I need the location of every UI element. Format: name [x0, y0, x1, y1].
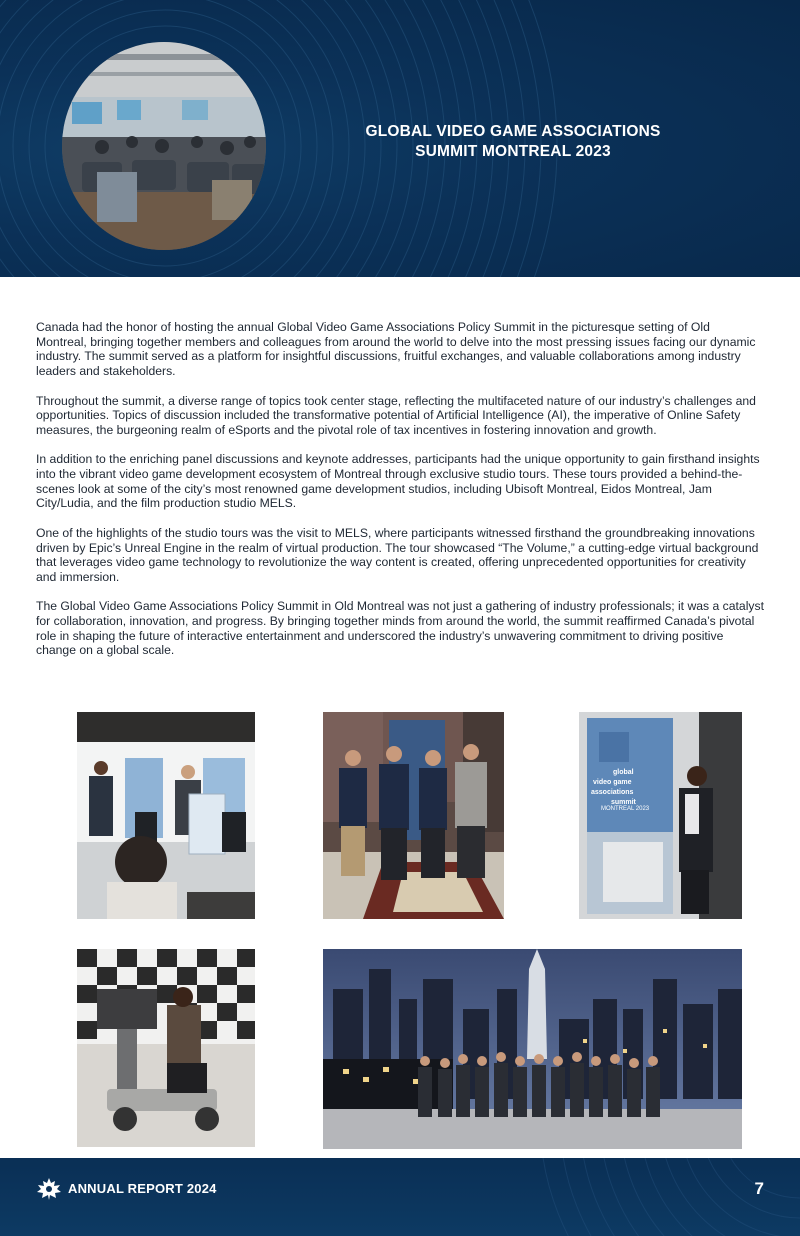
title-line-2: SUMMIT MONTREAL 2023 — [415, 143, 611, 160]
title-line-1: GLOBAL VIDEO GAME ASSOCIATIONS — [365, 123, 661, 140]
footer-bar — [0, 1158, 800, 1236]
article-body — [36, 320, 764, 673]
svg-text:associations: associations — [591, 789, 634, 796]
group-of-four-photo — [323, 712, 504, 919]
banner-city: MONTREAL 2023 — [601, 806, 650, 812]
banner-text: global — [613, 769, 634, 776]
banner-portrait-photo — [579, 712, 742, 919]
svg-text:summit: summit — [611, 799, 636, 806]
conference-room-photo — [62, 42, 266, 250]
maple-leaf-logo-icon — [36, 1177, 62, 1201]
paragraph: In addition to the enriching panel discussions and keynote addresses, participants had the unique opportunity to gain firsthand insights into the vibrant video game development ecosystem of Montreal through exclusive studio tours. These tours provided a behind-the-scenes look at some of the city’s most renowned game development studios, including Ubisoft Montreal, Eidos Montreal, Jam City/Ludia, and the film production studio MELS. — [36, 452, 760, 511]
report-label: ANNUAL REPORT 2024 — [68, 1181, 217, 1196]
footer-rings-decoration — [0, 1158, 800, 1236]
header-banner — [0, 0, 800, 277]
virtual-production-group-photo — [323, 949, 742, 1149]
svg-text:video game: video game — [593, 779, 632, 786]
speaker-podium-photo — [77, 712, 255, 919]
paragraph: One of the highlights of the studio tours was the visit to MELS, where participants witnessed firsthand the groundbreaking innovations driven by Epic’s Unreal Engine in the realm of virtual production. The tour showcased “The Volume,” a cutting-edge virtual background that leverages video game technology to revolutionize the way content is created, offering unprecedented opportunities for creativity and immersion. — [36, 525, 759, 584]
paragraph: Throughout the summit, a diverse range of topics took center stage, reflecting the multifaceted nature of our industry’s challenges and opportunities. Topics of discussion included the transformative potential of Artificial Intelligence (AI), the imperative of Online Safety measures, the burgeoning realm of eSports and the pivotal role of tax incentives in fostering innovation and growth. — [36, 393, 756, 437]
camera-rig-photo — [77, 949, 255, 1147]
paragraph: Canada had the honor of hosting the annual Global Video Game Associations Policy Summit in the picturesque setting of Old Montreal, bringing together members and colleagues from around the world to delve into the most pressing issues facing our dynamic industry. The summit served as a platform for insightful discussions, fruitful exchanges, and valuable collaborations among industry leaders and stakeholders. — [36, 320, 756, 379]
page-number: 7 — [754, 1179, 764, 1198]
page-title — [330, 122, 696, 162]
paragraph: The Global Video Game Associations Policy Summit in Old Montreal was not just a gathering of industry professionals; it was a catalyst for collaboration, innovation, and progress. By bringing together minds from around the world, the summit reaffirmed Canada’s pivotal role in shaping the future of interactive entertainment and underscored the industry’s unwavering commitment to driving positive change on a global scale. — [36, 599, 764, 658]
